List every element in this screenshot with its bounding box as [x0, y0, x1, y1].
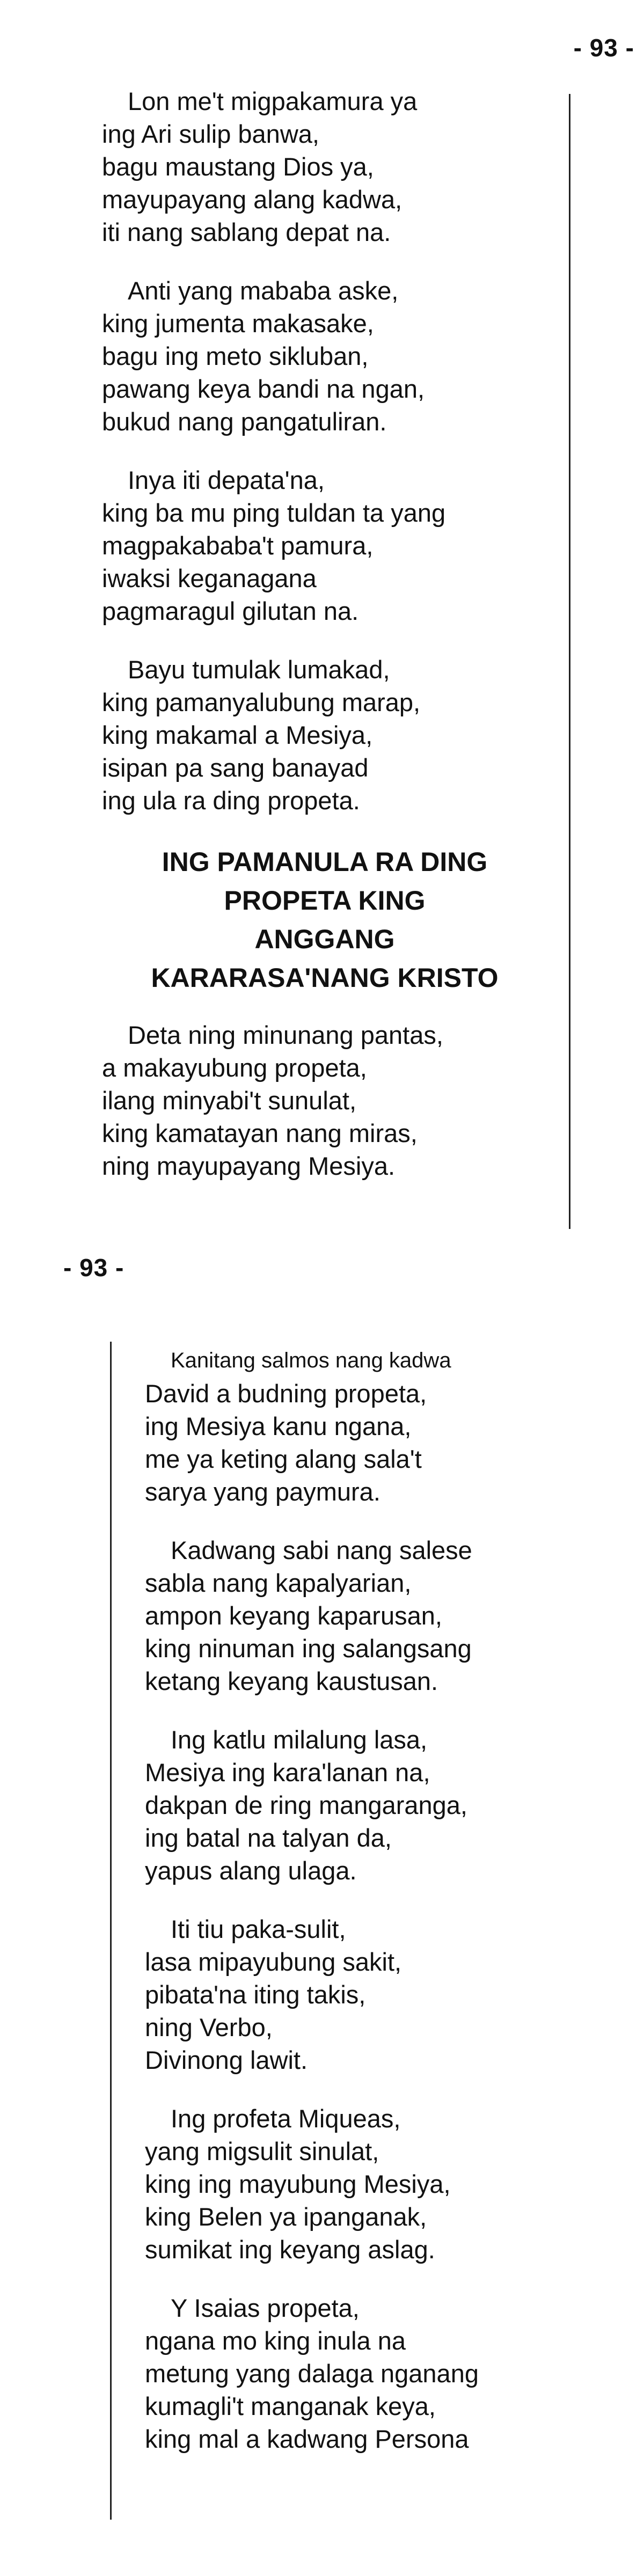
heading-line: PROPETA KING: [224, 885, 426, 916]
column-rule-top: [569, 94, 570, 1229]
stanza-top-3: [102, 464, 553, 627]
verse-line: Iti tiu paka-sulit,: [171, 1915, 346, 1943]
verse-line: yapus alang ulaga.: [145, 1856, 357, 1885]
verse-line: king ninuman ing salangsang: [145, 1634, 472, 1663]
stanza-bottom-6: [145, 2292, 644, 2455]
stanza-bottom-1: [145, 1344, 644, 1508]
verse-line: magpakababa't pamura,: [102, 531, 374, 560]
stanza-bottom-5: [145, 2102, 644, 2266]
verse-line: mayupayang alang kadwa,: [102, 185, 402, 214]
verse-line: ampon keyang kaparusan,: [145, 1601, 442, 1630]
verse-line: Kadwang sabi nang salese: [171, 1536, 472, 1564]
verse-line: sumikat ing keyang aslag.: [145, 2235, 435, 2264]
verse-line: king ing mayubung Mesiya,: [145, 2170, 451, 2198]
verse-line: ing batal na talyan da,: [145, 1824, 392, 1852]
verse-line: sabla nang kapalyarian,: [145, 1569, 412, 1597]
verse-line: kumagli't manganak keya,: [145, 2392, 436, 2420]
text-column-bottom: [145, 1344, 644, 2481]
verse-line: bukud nang pangatuliran.: [102, 407, 387, 436]
section-heading: [102, 843, 547, 997]
stanza-top-5: [102, 1019, 553, 1182]
verse-line: iwaksi keganagana: [102, 564, 317, 592]
verse-line: Kanitang salmos nang kadwa: [171, 1349, 451, 1372]
text-column-top: [102, 85, 553, 1208]
verse-line: bagu ing meto sikluban,: [102, 342, 369, 370]
verse-line: metung yang dalaga nganang: [145, 2359, 479, 2388]
verse-line: ilang minyabi't sunulat,: [102, 1086, 357, 1115]
verse-line: pawang keya bandi na ngan,: [102, 375, 425, 403]
verse-line: ing Mesiya kanu ngana,: [145, 1412, 412, 1440]
stanza-bottom-4: [145, 1913, 644, 2076]
verse-line: Ing profeta Miqueas,: [171, 2104, 401, 2133]
heading-line: KARARASA'NANG KRISTO: [151, 963, 499, 993]
verse-line: Mesiya ing kara'lanan na,: [145, 1758, 430, 1787]
stanza-top-4: [102, 653, 553, 817]
stanza-top-2: [102, 274, 553, 438]
verse-line: Anti yang mababa aske,: [128, 276, 399, 305]
verse-line: isipan pa sang banayad: [102, 753, 369, 782]
verse-line: Divinong lawit.: [145, 2046, 308, 2074]
verse-line: Lon me't migpakamura ya: [128, 87, 418, 115]
stanza-bottom-3: [145, 1723, 644, 1887]
page-number-bottom: - 93 -: [63, 1254, 125, 1282]
verse-line: Inya iti depata'na,: [128, 466, 325, 494]
verse-line: king ba mu ping tuldan ta yang: [102, 499, 446, 527]
verse-line: ing Ari sulip banwa,: [102, 120, 319, 148]
verse-line: ning mayupayang Mesiya.: [102, 1152, 396, 1180]
verse-line: king makamal a Mesiya,: [102, 721, 373, 749]
verse-line: king Belen ya ipanganak,: [145, 2202, 427, 2231]
verse-line: bagu maustang Dios ya,: [102, 152, 374, 181]
verse-line: yang migsulit sinulat,: [145, 2137, 379, 2165]
verse-line: sarya yang paymura.: [145, 1477, 380, 1506]
verse-line: ning Verbo,: [145, 2013, 273, 2041]
verse-line: ing ula ra ding propeta.: [102, 786, 360, 815]
verse-line: king kamatayan nang miras,: [102, 1119, 418, 1147]
verse-line: king jumenta makasake,: [102, 309, 374, 338]
stanza-top-1: [102, 85, 553, 248]
verse-line: lasa mipayubung sakit,: [145, 1948, 402, 1976]
heading-line: ING PAMANULA RA DING: [162, 847, 488, 877]
verse-line: Deta ning minunang pantas,: [128, 1021, 443, 1049]
verse-line: Bayu tumulak lumakad,: [128, 655, 390, 684]
verse-line: me ya keting alang sala't: [145, 1445, 422, 1473]
stanza-bottom-2: [145, 1534, 644, 1697]
verse-line: David a budning propeta,: [145, 1379, 427, 1408]
verse-line: ngana mo king inula na: [145, 2326, 406, 2355]
verse-line: Y Isaias propeta,: [171, 2294, 360, 2322]
verse-line: a makayubung propeta,: [102, 1053, 367, 1082]
verse-line: ketang keyang kaustusan.: [145, 1667, 438, 1695]
verse-line: dakpan de ring mangaranga,: [145, 1791, 467, 1819]
verse-line: Ing katlu milalung lasa,: [171, 1725, 428, 1754]
heading-line: ANGGANG: [254, 924, 395, 954]
column-rule-bottom: [110, 1342, 112, 2520]
verse-line: king pamanyalubung marap,: [102, 688, 421, 716]
verse-line: pagmaragul gilutan na.: [102, 597, 359, 625]
verse-line: king mal a kadwang Persona: [145, 2425, 469, 2453]
page-number-top: - 93 -: [573, 34, 634, 62]
verse-line: iti nang sablang depat na.: [102, 218, 391, 246]
verse-line: pibata'na iting takis,: [145, 1980, 366, 2009]
